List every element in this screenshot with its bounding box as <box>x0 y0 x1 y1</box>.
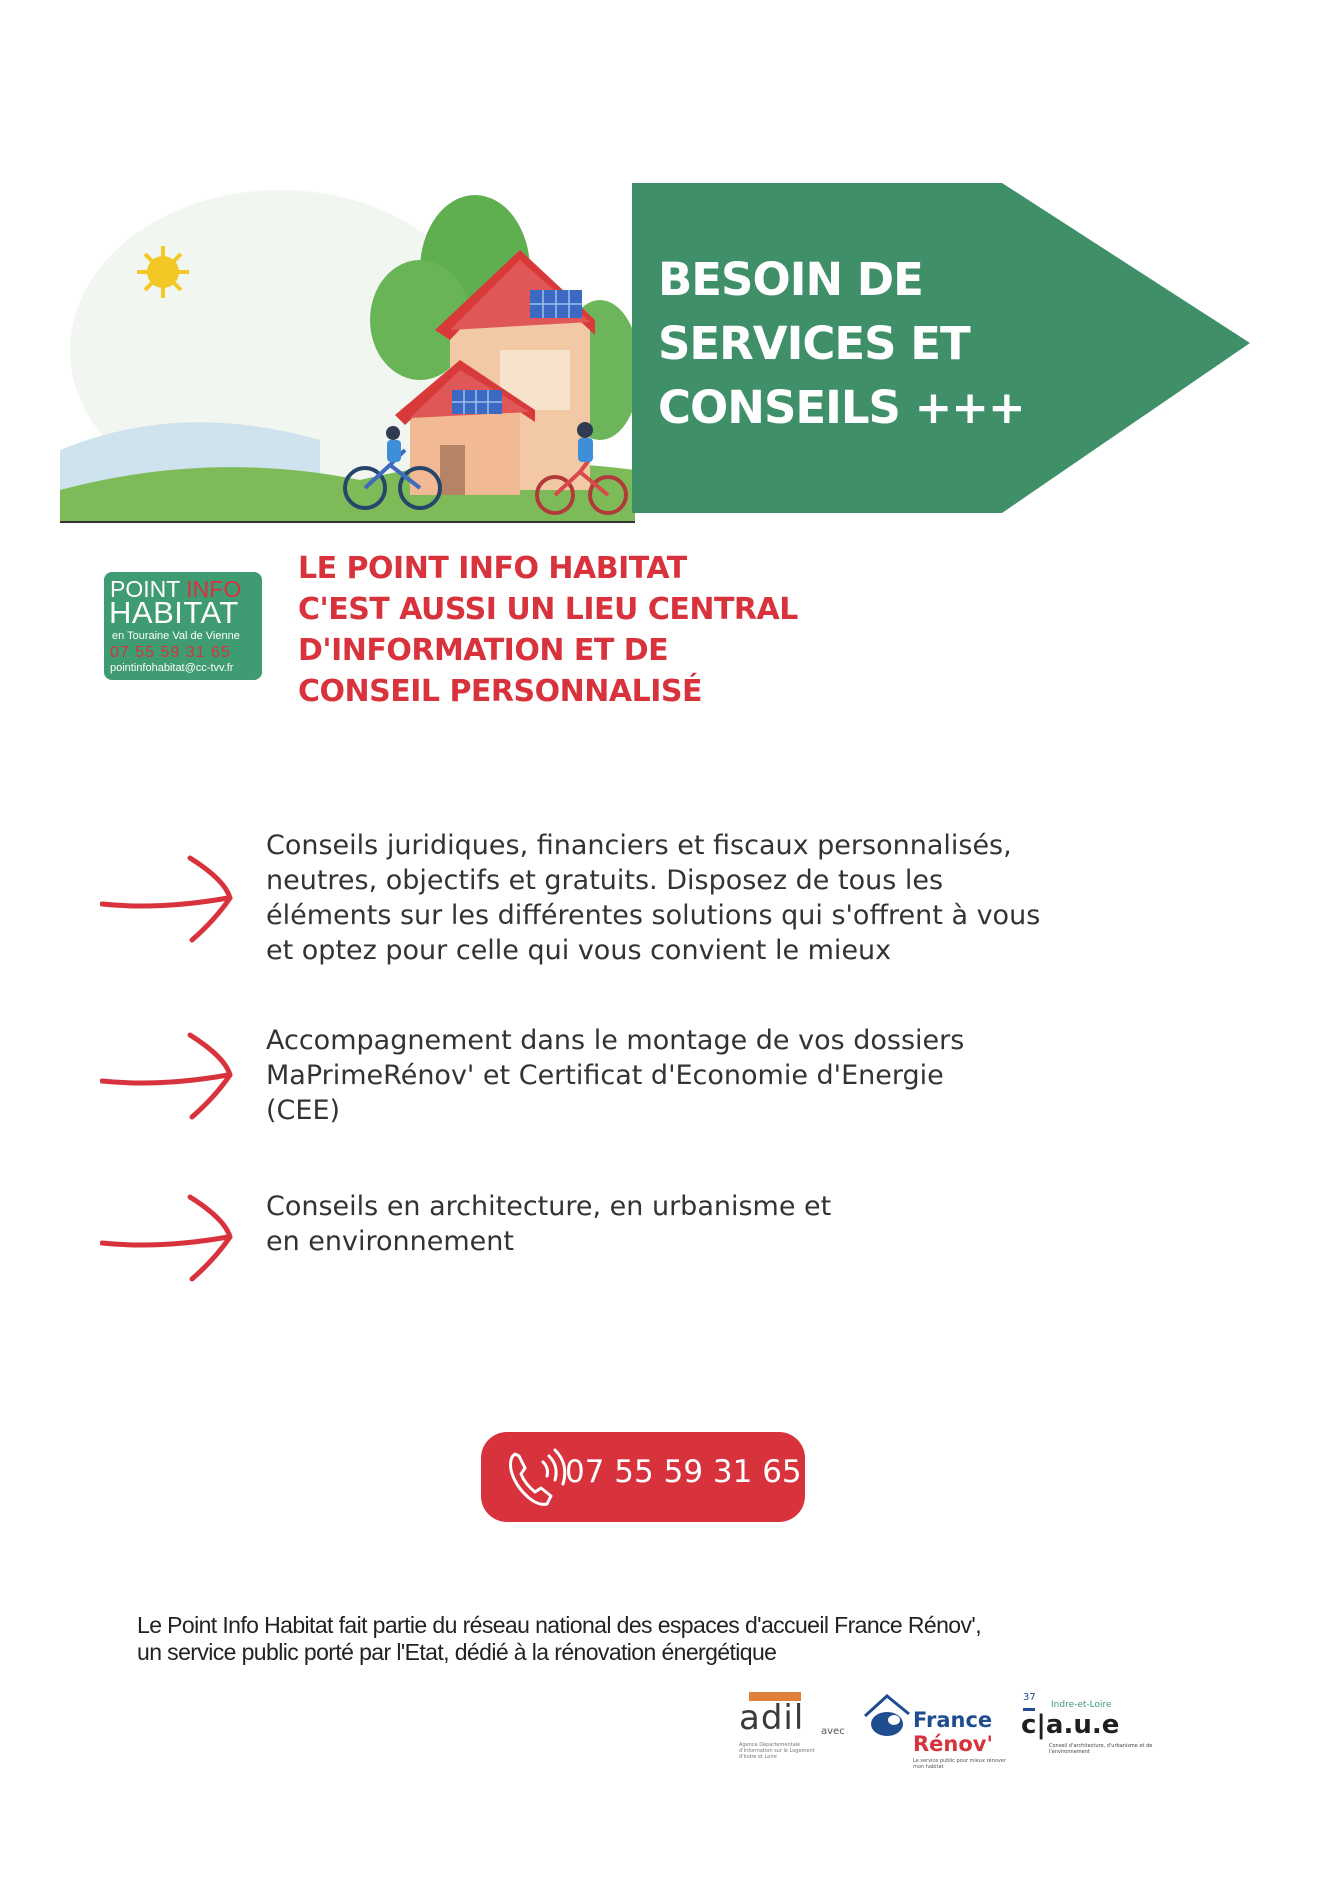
intro-line: LE POINT INFO HABITAT <box>298 551 687 586</box>
red-arrow-icon <box>100 1027 240 1127</box>
bullet-line: Accompagnement dans le montage de vos dossiers <box>266 1025 965 1056</box>
logo-email: pointinfohabitat@cc-tvv.fr <box>110 662 234 674</box>
france-renov-logo: France Rénov' Le service public pour mieux rénover mon habitat <box>861 1688 1011 1768</box>
bullet-line: MaPrimeRénov' et Certificat d'Economie d'Energie <box>266 1060 944 1091</box>
footer-line: un service public porté par l'Etat, dédié à la rénovation énergétique <box>137 1639 777 1665</box>
footer-line: Le Point Info Habitat fait partie du réseau national des espaces d'accueil France Rénov', <box>137 1612 981 1638</box>
bullet-line: éléments sur les différentes solutions qui s'offrent à vous <box>266 900 1041 931</box>
partner-logos <box>735 1688 1165 1768</box>
intro-heading <box>298 548 838 712</box>
bullet-line: et optez pour celle qui vous convient le mieux <box>266 935 892 966</box>
adil-logo: adil Agence Départementale d'Information sur le Logement d'Indre et Loire <box>735 1688 825 1768</box>
bullet-text <box>266 1189 1126 1259</box>
logo-info: INFO <box>186 576 242 602</box>
intro-line: C'EST AUSSI UN LIEU CENTRAL <box>298 592 798 627</box>
hero-title-line: SERVICES ET <box>658 317 970 370</box>
avec-label: avec <box>821 1726 845 1737</box>
footer-text <box>137 1612 1137 1666</box>
bullet-line: Conseils juridiques, financiers et fiscaux personnalisés, <box>266 830 1012 861</box>
hero-banner <box>60 150 1260 525</box>
bullet-line: en environnement <box>266 1226 514 1257</box>
bullet-line: neutres, objectifs et gratuits. Disposez de tous les <box>266 865 944 896</box>
bullet-line: (CEE) <box>266 1095 341 1126</box>
logo-region: en Touraine Val de Vienne <box>112 630 240 642</box>
phone-button[interactable] <box>481 1432 805 1522</box>
house-cyclists-illustration <box>60 150 660 525</box>
point-info-habitat-logo <box>104 572 262 680</box>
phone-number: 07 55 59 31 65 <box>565 1454 802 1490</box>
hero-title <box>658 248 1058 440</box>
logo-point: POINT <box>110 576 180 602</box>
house-roof-icon <box>861 1692 913 1740</box>
red-arrow-icon <box>100 1189 240 1289</box>
phone-icon <box>503 1444 573 1510</box>
caue-logo: 37 Indre-et-Loire c|a.u.e Conseil d'architecture, d'urbanisme et de l'environnement <box>1021 1692 1153 1755</box>
logo-habitat: HABITAT <box>109 595 239 630</box>
hero-title-line: BESOIN DE <box>658 253 923 306</box>
bullet-text <box>266 1023 1126 1128</box>
intro-line: D'INFORMATION ET DE <box>298 633 669 668</box>
intro-line: CONSEIL PERSONNALISÉ <box>298 674 702 709</box>
bullet-text <box>266 828 1126 968</box>
bullet-line: Conseils en architecture, en urbanisme et <box>266 1191 832 1222</box>
hero-title-line: CONSEILS +++ <box>658 381 1025 434</box>
red-arrow-icon <box>100 850 240 950</box>
logo-phone: 07 55 59 31 65 <box>110 644 231 661</box>
